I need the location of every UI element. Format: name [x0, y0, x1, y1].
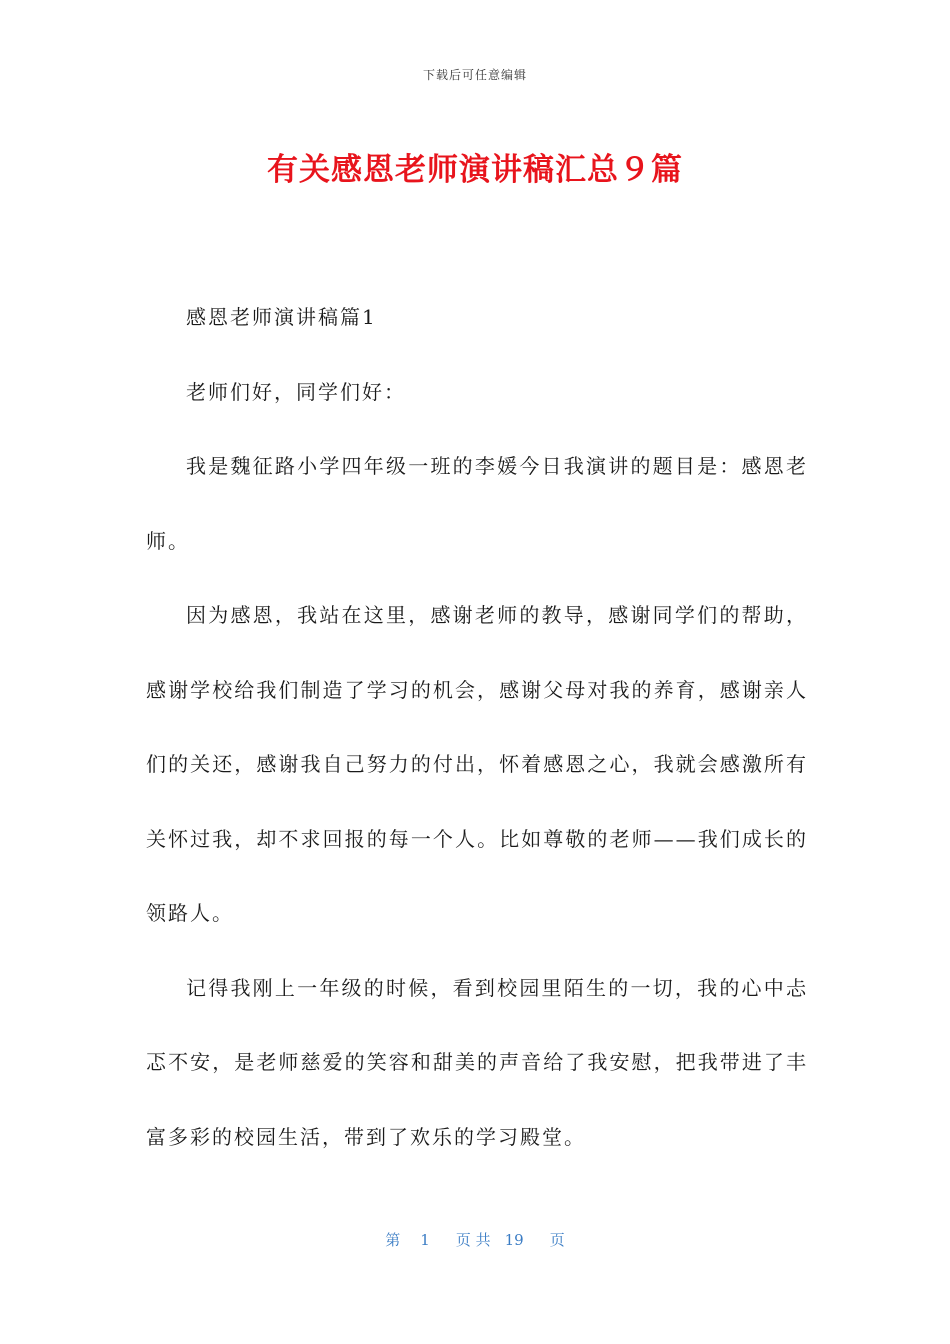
greeting-paragraph: 老师们好，同学们好：: [186, 379, 406, 404]
body-paragraph: 我是魏征路小学四年级一班的李媛今日我演讲的题目是：感恩老师。: [146, 454, 808, 553]
page-mid: 页 共: [455, 1231, 491, 1249]
page-total: 19: [504, 1231, 524, 1249]
document-body: [146, 280, 808, 1174]
page-footer: [0, 1229, 950, 1250]
document-title: 有关感恩老师演讲稿汇总９篇: [267, 152, 683, 188]
header-note: 下载后可任意编辑: [422, 68, 527, 82]
page-prefix: 第: [385, 1231, 401, 1249]
body-paragraph: 因为感恩，我站在这里，感谢老师的教导，感谢同学们的帮助，感谢学校给我们制造了学习的机会，感谢父母对我的养育，感谢亲人们的关还，感谢我自己努力的付出，怀着感恩之心，我就会感激所有关怀过我，却不求回报的每一个人。比如尊敬的老师——我们成长的领路人。: [146, 603, 808, 925]
section-heading: 感恩老师演讲稿篇1: [186, 305, 377, 329]
page-current: 1: [420, 1231, 430, 1249]
body-paragraph: 记得我刚上一年级的时候，看到校园里陌生的一切，我的心中忐忑不安，是老师慈爱的笑容和甜美的声音给了我安慰，把我带进了丰富多彩的校园生活，带到了欢乐的学习殿堂。: [146, 975, 808, 1149]
page-suffix: 页: [549, 1231, 565, 1249]
